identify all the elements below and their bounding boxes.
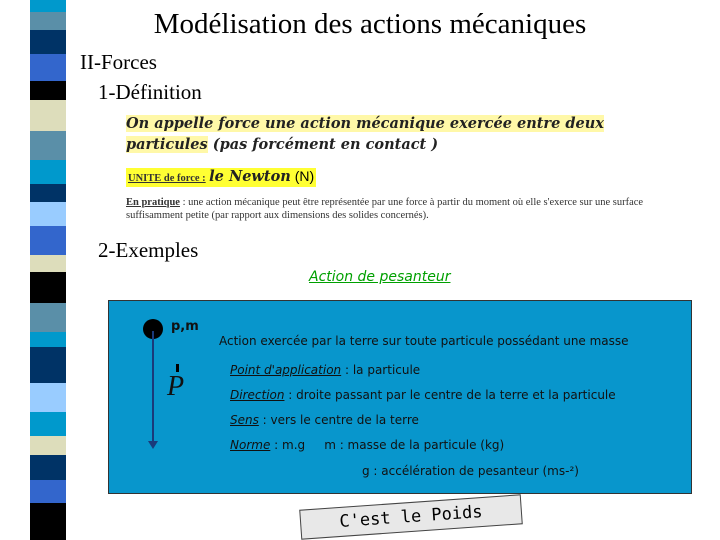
action-pesanteur-link[interactable]: Action de pesanteur [309,269,451,285]
definition-text: On appelle force une action mécanique exercée entre deux particules [126,115,604,153]
norme: Norme : m.g m : masse de la particule (kg) [230,438,505,452]
unit-value: le Newton [209,168,291,185]
particle-label: p,m [171,319,199,334]
arrow-head-icon [148,441,158,449]
subsection-examples: 2-Exemples [98,238,199,262]
point-application: Point d'application : la particule [230,363,421,377]
pratique-label: En pratique [126,197,180,208]
definition-block [126,114,646,222]
section-heading: II-Forces [80,50,157,74]
unit-symbol: (N) [290,168,315,184]
weight-vector-arrow-icon [152,331,154,443]
poids-banner: C'est le Poids [299,494,523,539]
unit-label: UNITE de force : [128,173,206,184]
subsection-definition: 1-Définition [98,80,202,104]
page-title: Modélisation des actions mécaniques [153,8,587,40]
pratique-text: : une action mécanique peut être représentée par une force à partir du moment où elle s'exerce sur une surface suffisamment petite (par rapport aux dimensions des solides concernés). [126,197,644,221]
g-definition: g : accélération de pesanteur (ms-²) [362,464,579,478]
intro-text: Action exercée par la terre sur toute particule possédant une masse [219,334,629,348]
sens: Sens : vers le centre de la terre [230,413,419,427]
vector-label: P [167,371,185,402]
pesanteur-box [108,300,692,494]
direction: Direction : droite passant par le centre de la terre et la particule [230,388,616,402]
definition-text-cont: (pas forcément en contact ) [207,136,439,153]
